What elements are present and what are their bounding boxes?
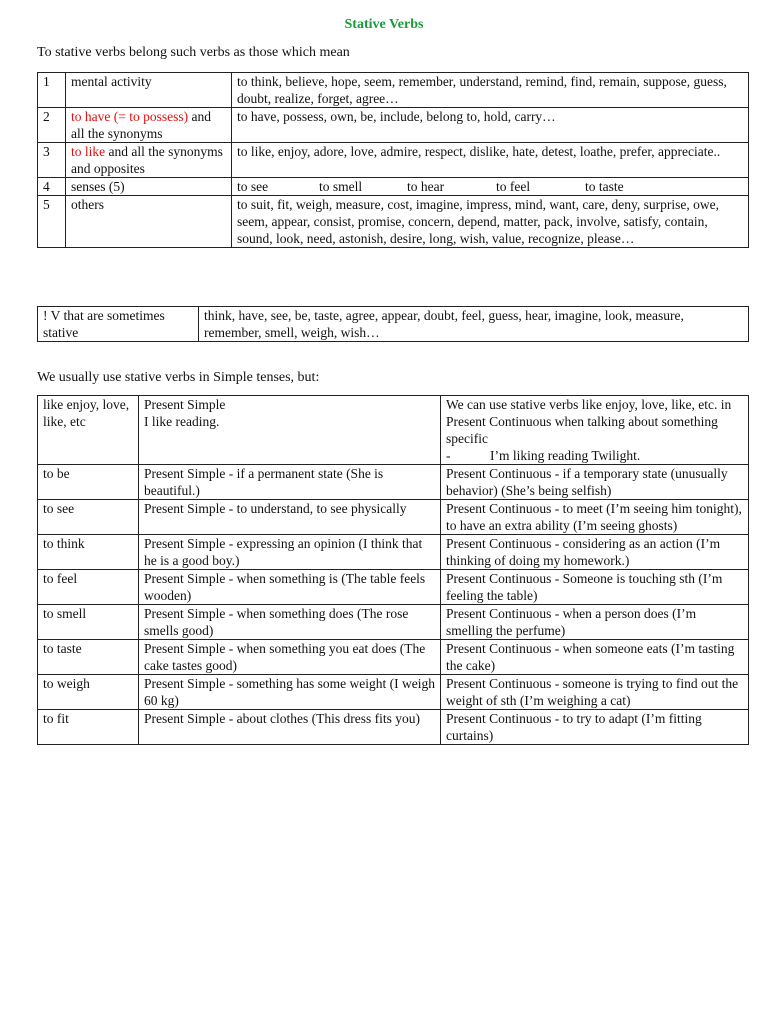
- example-sentence: I’m liking reading Twilight.: [490, 448, 641, 463]
- table-row: [38, 675, 749, 710]
- table-row: [38, 640, 749, 675]
- table-row: [38, 605, 749, 640]
- label-rest: and all the synonyms: [71, 109, 211, 141]
- category-examples: to suit, fit, weigh, measure, cost, imagine, impress, mind, want, care, deny, surprise, owe, seem, appear, consist, promise, concern, depend, matter, pack, involve, satisfy, contain, sound, look, need, astonish, desire, long, wish, value, recognize, please…: [232, 196, 749, 248]
- category-label: [66, 108, 232, 143]
- simple-cell: Present Simple - if a permanent state (She is beautiful.): [139, 465, 441, 500]
- intro-text: To stative verbs belong such verbs as those which mean: [37, 45, 350, 60]
- categories-table: [37, 72, 749, 248]
- usage-intro: We usually use stative verbs in Simple tenses, but:: [37, 370, 320, 385]
- table-row: [38, 396, 749, 465]
- category-label: others: [66, 196, 232, 248]
- table-row: [38, 73, 749, 108]
- category-examples: to have, possess, own, be, include, belong to, hold, carry…: [232, 108, 749, 143]
- table-row: [38, 108, 749, 143]
- row-number: 4: [38, 178, 66, 196]
- list-dash: -: [446, 448, 451, 463]
- sometimes-verbs: think, have, see, be, taste, agree, appear, doubt, feel, guess, hear, imagine, look, measure, remember, smell, weigh, wish…: [199, 307, 749, 342]
- simple-cell: Present Simple - something has some weight (I weigh 60 kg): [139, 675, 441, 710]
- table-row: [38, 570, 749, 605]
- simple-cell: Present Simple - when something does (The rose smells good): [139, 605, 441, 640]
- verb-cell: to weigh: [38, 675, 139, 710]
- continuous-cell: Present Continuous - considering as an action (I’m thinking of doing my homework.): [441, 535, 749, 570]
- continuous-cell: [441, 396, 749, 465]
- example-item: [446, 447, 743, 464]
- table-row: [38, 500, 749, 535]
- category-examples: [232, 178, 749, 196]
- page-title: Stative Verbs: [344, 17, 424, 32]
- verb-cell: to see: [38, 500, 139, 535]
- simple-cell: Present Simple - when something is (The table feels wooden): [139, 570, 441, 605]
- verb-cell: to fit: [38, 710, 139, 745]
- category-examples: to think, believe, hope, seem, remember, understand, remind, find, remain, suppose, guess, doubt, realize, forget, agree…: [232, 73, 749, 108]
- table-row: [38, 710, 749, 745]
- table-row: [38, 196, 749, 248]
- simple-cell: [139, 396, 441, 465]
- continuous-cell: Present Continuous - to try to adapt (I’m fitting curtains): [441, 710, 749, 745]
- row-number: 2: [38, 108, 66, 143]
- continuous-cell: Present Continuous - someone is trying to find out the weight of sth (I’m weighing a cat): [441, 675, 749, 710]
- category-label: mental activity: [66, 73, 232, 108]
- continuous-note: We can use stative verbs like enjoy, love, like, etc. in Present Continuous when talking about something specific: [446, 397, 732, 446]
- highlighted-verb: to like: [71, 144, 106, 159]
- example-sentence: I like reading.: [144, 414, 220, 429]
- table-row: [38, 535, 749, 570]
- simple-cell: Present Simple - about clothes (This dress fits you): [139, 710, 441, 745]
- sense-verb: to taste: [585, 179, 624, 194]
- label-rest: and all the synonyms and opposites: [71, 144, 223, 176]
- verb-cell: to taste: [38, 640, 139, 675]
- row-number: 5: [38, 196, 66, 248]
- simple-cell: Present Simple - expressing an opinion (I think that he is a good boy.): [139, 535, 441, 570]
- usage-table: [37, 395, 749, 745]
- continuous-cell: Present Continuous - if a temporary state (unusually behavior) (She’s being selfish): [441, 465, 749, 500]
- sometimes-label: ! V that are sometimes stative: [38, 307, 199, 342]
- table-row: [38, 178, 749, 196]
- row-number: 1: [38, 73, 66, 108]
- category-examples: to like, enjoy, adore, love, admire, respect, dislike, hate, detest, loathe, prefer, appreciate..: [232, 143, 749, 178]
- category-label: senses (5): [66, 178, 232, 196]
- continuous-cell: Present Continuous - to meet (I’m seeing him tonight), to have an extra ability (I’m seeing ghosts): [441, 500, 749, 535]
- continuous-cell: Present Continuous - when someone eats (I’m tasting the cake): [441, 640, 749, 675]
- table-row: [38, 143, 749, 178]
- sense-verb: to smell: [319, 179, 363, 194]
- verb-cell: to smell: [38, 605, 139, 640]
- simple-cell: Present Simple - when something you eat does (The cake tastes good): [139, 640, 441, 675]
- table-row: [38, 307, 749, 342]
- continuous-cell: Present Continuous - Someone is touching sth (I’m feeling the table): [441, 570, 749, 605]
- highlighted-verb: to have (= to possess): [71, 109, 189, 124]
- row-number: 3: [38, 143, 66, 178]
- verb-cell: like enjoy, love, like, etc: [38, 396, 139, 465]
- sense-verb: to see: [237, 179, 269, 194]
- simple-cell: Present Simple - to understand, to see physically: [139, 500, 441, 535]
- sometimes-stative-table: [37, 306, 749, 342]
- verb-cell: to feel: [38, 570, 139, 605]
- sense-verb: to hear: [407, 179, 445, 194]
- continuous-cell: Present Continuous - when a person does (I’m smelling the perfume): [441, 605, 749, 640]
- category-label: [66, 143, 232, 178]
- verb-cell: to think: [38, 535, 139, 570]
- sense-verb: to feel: [496, 179, 531, 194]
- table-row: [38, 465, 749, 500]
- tense-name: Present Simple: [144, 397, 226, 412]
- verb-cell: to be: [38, 465, 139, 500]
